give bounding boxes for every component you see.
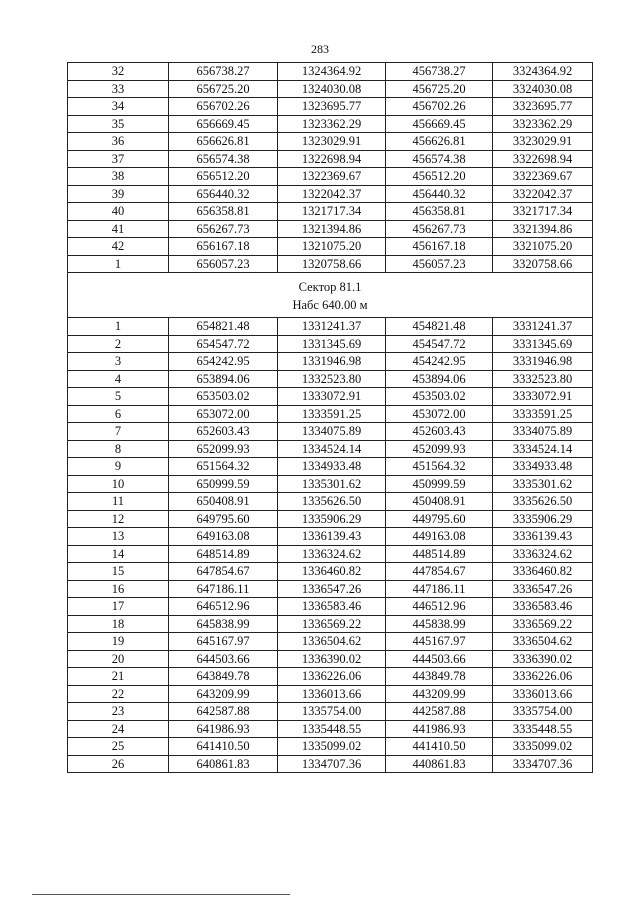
x2-cell: 443849.78 <box>386 668 493 686</box>
y2-cell: 3331946.98 <box>493 353 593 371</box>
y2-cell: 3335301.62 <box>493 475 593 493</box>
x2-cell: 451564.32 <box>386 458 493 476</box>
point-number-cell: 18 <box>68 615 169 633</box>
x2-cell: 444503.66 <box>386 650 493 668</box>
x2-cell: 445838.99 <box>386 615 493 633</box>
y2-cell: 3335906.29 <box>493 510 593 528</box>
table-row <box>68 63 593 81</box>
x2-cell: 456738.27 <box>386 63 493 81</box>
table-body-top <box>68 63 593 273</box>
x2-cell: 449795.60 <box>386 510 493 528</box>
y1-cell: 1335626.50 <box>278 493 386 511</box>
x2-cell: 456626.81 <box>386 133 493 151</box>
x1-cell: 643209.99 <box>169 685 278 703</box>
point-number-cell: 12 <box>68 510 169 528</box>
x1-cell: 656440.32 <box>169 185 278 203</box>
y1-cell: 1322369.67 <box>278 168 386 186</box>
y1-cell: 1335301.62 <box>278 475 386 493</box>
point-number-cell: 4 <box>68 370 169 388</box>
y1-cell: 1331946.98 <box>278 353 386 371</box>
point-number-cell: 13 <box>68 528 169 546</box>
point-number-cell: 39 <box>68 185 169 203</box>
table-row <box>68 545 593 563</box>
table-row <box>68 203 593 221</box>
point-number-cell: 40 <box>68 203 169 221</box>
table-row <box>68 493 593 511</box>
point-number-cell: 42 <box>68 238 169 256</box>
x2-cell: 449163.08 <box>386 528 493 546</box>
x1-cell: 641410.50 <box>169 738 278 756</box>
point-number-cell: 35 <box>68 115 169 133</box>
x1-cell: 645167.97 <box>169 633 278 651</box>
x1-cell: 656669.45 <box>169 115 278 133</box>
y1-cell: 1334707.36 <box>278 755 386 773</box>
point-number-cell: 38 <box>68 168 169 186</box>
x2-cell: 443209.99 <box>386 685 493 703</box>
x1-cell: 646512.96 <box>169 598 278 616</box>
point-number-cell: 33 <box>68 80 169 98</box>
y2-cell: 3336460.82 <box>493 563 593 581</box>
table-row <box>68 133 593 151</box>
point-number-cell: 22 <box>68 685 169 703</box>
table-row <box>68 98 593 116</box>
x1-cell: 649163.08 <box>169 528 278 546</box>
y1-cell: 1335754.00 <box>278 703 386 721</box>
point-number-cell: 37 <box>68 150 169 168</box>
table-row <box>68 388 593 406</box>
y2-cell: 3336324.62 <box>493 545 593 563</box>
coordinates-table <box>67 62 593 773</box>
y2-cell: 3331241.37 <box>493 318 593 336</box>
y2-cell: 3324364.92 <box>493 63 593 81</box>
x2-cell: 454242.95 <box>386 353 493 371</box>
x2-cell: 447186.11 <box>386 580 493 598</box>
x1-cell: 656057.23 <box>169 255 278 273</box>
x1-cell: 656626.81 <box>169 133 278 151</box>
y2-cell: 3321717.34 <box>493 203 593 221</box>
table-row <box>68 685 593 703</box>
x1-cell: 656167.18 <box>169 238 278 256</box>
x2-cell: 456669.45 <box>386 115 493 133</box>
x2-cell: 453894.06 <box>386 370 493 388</box>
table-row <box>68 738 593 756</box>
x1-cell: 656267.73 <box>169 220 278 238</box>
x1-cell: 656702.26 <box>169 98 278 116</box>
x1-cell: 656574.38 <box>169 150 278 168</box>
point-number-cell: 25 <box>68 738 169 756</box>
table-row <box>68 475 593 493</box>
x2-cell: 456167.18 <box>386 238 493 256</box>
x2-cell: 448514.89 <box>386 545 493 563</box>
y1-cell: 1336013.66 <box>278 685 386 703</box>
x1-cell: 652603.43 <box>169 423 278 441</box>
table-row <box>68 650 593 668</box>
x1-cell: 647186.11 <box>169 580 278 598</box>
table-body-bottom <box>68 318 593 773</box>
y2-cell: 3334707.36 <box>493 755 593 773</box>
x2-cell: 452603.43 <box>386 423 493 441</box>
x1-cell: 653072.00 <box>169 405 278 423</box>
x1-cell: 647854.67 <box>169 563 278 581</box>
table-row <box>68 668 593 686</box>
table-row <box>68 168 593 186</box>
y2-cell: 3336013.66 <box>493 685 593 703</box>
point-number-cell: 10 <box>68 475 169 493</box>
point-number-cell: 16 <box>68 580 169 598</box>
y1-cell: 1321394.86 <box>278 220 386 238</box>
y2-cell: 3332523.80 <box>493 370 593 388</box>
x2-cell: 446512.96 <box>386 598 493 616</box>
y2-cell: 3333072.91 <box>493 388 593 406</box>
footer-rule <box>32 894 290 895</box>
y2-cell: 3323695.77 <box>493 98 593 116</box>
x2-cell: 456358.81 <box>386 203 493 221</box>
x1-cell: 645838.99 <box>169 615 278 633</box>
point-number-cell: 3 <box>68 353 169 371</box>
table-row <box>68 720 593 738</box>
y1-cell: 1323362.29 <box>278 115 386 133</box>
y1-cell: 1335099.02 <box>278 738 386 756</box>
x2-cell: 453503.02 <box>386 388 493 406</box>
y2-cell: 3336569.22 <box>493 615 593 633</box>
x1-cell: 654242.95 <box>169 353 278 371</box>
y1-cell: 1322042.37 <box>278 185 386 203</box>
y2-cell: 3322698.94 <box>493 150 593 168</box>
y2-cell: 3336226.06 <box>493 668 593 686</box>
y1-cell: 1321075.20 <box>278 238 386 256</box>
y1-cell: 1324364.92 <box>278 63 386 81</box>
y2-cell: 3320758.66 <box>493 255 593 273</box>
y1-cell: 1323029.91 <box>278 133 386 151</box>
table-row <box>68 370 593 388</box>
y1-cell: 1335906.29 <box>278 510 386 528</box>
y2-cell: 3331345.69 <box>493 335 593 353</box>
table-row <box>68 318 593 336</box>
x2-cell: 441986.93 <box>386 720 493 738</box>
point-number-cell: 8 <box>68 440 169 458</box>
y2-cell: 3324030.08 <box>493 80 593 98</box>
point-number-cell: 11 <box>68 493 169 511</box>
y1-cell: 1334524.14 <box>278 440 386 458</box>
x1-cell: 648514.89 <box>169 545 278 563</box>
y1-cell: 1331345.69 <box>278 335 386 353</box>
y1-cell: 1336390.02 <box>278 650 386 668</box>
point-number-cell: 2 <box>68 335 169 353</box>
y1-cell: 1336460.82 <box>278 563 386 581</box>
y1-cell: 1336547.26 <box>278 580 386 598</box>
table-row <box>68 598 593 616</box>
x1-cell: 640861.83 <box>169 755 278 773</box>
section-header-body <box>68 273 593 318</box>
x2-cell: 456725.20 <box>386 80 493 98</box>
y1-cell: 1336226.06 <box>278 668 386 686</box>
x1-cell: 654821.48 <box>169 318 278 336</box>
y1-cell: 1336139.43 <box>278 528 386 546</box>
y2-cell: 3336583.46 <box>493 598 593 616</box>
table-row <box>68 703 593 721</box>
y2-cell: 3335099.02 <box>493 738 593 756</box>
point-number-cell: 7 <box>68 423 169 441</box>
table-row <box>68 220 593 238</box>
y2-cell: 3321075.20 <box>493 238 593 256</box>
x2-cell: 456512.20 <box>386 168 493 186</box>
y1-cell: 1323695.77 <box>278 98 386 116</box>
point-number-cell: 1 <box>68 255 169 273</box>
table-row <box>68 423 593 441</box>
x2-cell: 450999.59 <box>386 475 493 493</box>
x2-cell: 453072.00 <box>386 405 493 423</box>
x1-cell: 650999.59 <box>169 475 278 493</box>
y1-cell: 1333072.91 <box>278 388 386 406</box>
x1-cell: 642587.88 <box>169 703 278 721</box>
point-number-cell: 19 <box>68 633 169 651</box>
y2-cell: 3336547.26 <box>493 580 593 598</box>
table-row <box>68 528 593 546</box>
x2-cell: 456267.73 <box>386 220 493 238</box>
x1-cell: 656738.27 <box>169 63 278 81</box>
point-number-cell: 32 <box>68 63 169 81</box>
point-number-cell: 34 <box>68 98 169 116</box>
y1-cell: 1320758.66 <box>278 255 386 273</box>
table-row <box>68 755 593 773</box>
point-number-cell: 14 <box>68 545 169 563</box>
x1-cell: 651564.32 <box>169 458 278 476</box>
point-number-cell: 41 <box>68 220 169 238</box>
x1-cell: 656725.20 <box>169 80 278 98</box>
y1-cell: 1322698.94 <box>278 150 386 168</box>
x2-cell: 454547.72 <box>386 335 493 353</box>
y2-cell: 3334524.14 <box>493 440 593 458</box>
point-number-cell: 9 <box>68 458 169 476</box>
point-number-cell: 21 <box>68 668 169 686</box>
table-row <box>68 255 593 273</box>
x2-cell: 440861.83 <box>386 755 493 773</box>
table-row <box>68 238 593 256</box>
section-title: Сектор 81.1 <box>298 280 362 294</box>
x1-cell: 641986.93 <box>169 720 278 738</box>
y2-cell: 3336504.62 <box>493 633 593 651</box>
x2-cell: 456440.32 <box>386 185 493 203</box>
x1-cell: 643849.78 <box>169 668 278 686</box>
point-number-cell: 20 <box>68 650 169 668</box>
table-row <box>68 563 593 581</box>
point-number-cell: 5 <box>68 388 169 406</box>
table-row <box>68 335 593 353</box>
y1-cell: 1336324.62 <box>278 545 386 563</box>
x2-cell: 456057.23 <box>386 255 493 273</box>
y2-cell: 3335754.00 <box>493 703 593 721</box>
y2-cell: 3321394.86 <box>493 220 593 238</box>
x2-cell: 445167.97 <box>386 633 493 651</box>
table-row <box>68 405 593 423</box>
x1-cell: 654547.72 <box>169 335 278 353</box>
y2-cell: 3334075.89 <box>493 423 593 441</box>
x2-cell: 447854.67 <box>386 563 493 581</box>
x2-cell: 442587.88 <box>386 703 493 721</box>
point-number-cell: 1 <box>68 318 169 336</box>
x2-cell: 454821.48 <box>386 318 493 336</box>
x1-cell: 656512.20 <box>169 168 278 186</box>
table-row <box>68 580 593 598</box>
x1-cell: 656358.81 <box>169 203 278 221</box>
y1-cell: 1333591.25 <box>278 405 386 423</box>
table-row <box>68 440 593 458</box>
y2-cell: 3334933.48 <box>493 458 593 476</box>
point-number-cell: 15 <box>68 563 169 581</box>
point-number-cell: 24 <box>68 720 169 738</box>
y1-cell: 1336569.22 <box>278 615 386 633</box>
y2-cell: 3336390.02 <box>493 650 593 668</box>
table-row <box>68 185 593 203</box>
table-row <box>68 115 593 133</box>
x2-cell: 456702.26 <box>386 98 493 116</box>
x1-cell: 653894.06 <box>169 370 278 388</box>
point-number-cell: 23 <box>68 703 169 721</box>
y2-cell: 3323362.29 <box>493 115 593 133</box>
x1-cell: 644503.66 <box>169 650 278 668</box>
table-row <box>68 353 593 371</box>
y2-cell: 3322369.67 <box>493 168 593 186</box>
table-row <box>68 80 593 98</box>
y1-cell: 1324030.08 <box>278 80 386 98</box>
section-header <box>68 273 593 318</box>
x2-cell: 441410.50 <box>386 738 493 756</box>
y1-cell: 1334933.48 <box>278 458 386 476</box>
y2-cell: 3335448.55 <box>493 720 593 738</box>
point-number-cell: 36 <box>68 133 169 151</box>
point-number-cell: 26 <box>68 755 169 773</box>
y1-cell: 1334075.89 <box>278 423 386 441</box>
y1-cell: 1321717.34 <box>278 203 386 221</box>
y2-cell: 3333591.25 <box>493 405 593 423</box>
y2-cell: 3336139.43 <box>493 528 593 546</box>
y2-cell: 3335626.50 <box>493 493 593 511</box>
y1-cell: 1332523.80 <box>278 370 386 388</box>
table-row <box>68 150 593 168</box>
point-number-cell: 6 <box>68 405 169 423</box>
x2-cell: 452099.93 <box>386 440 493 458</box>
x1-cell: 649795.60 <box>169 510 278 528</box>
x2-cell: 456574.38 <box>386 150 493 168</box>
x1-cell: 652099.93 <box>169 440 278 458</box>
y1-cell: 1331241.37 <box>278 318 386 336</box>
table-row <box>68 458 593 476</box>
y1-cell: 1336583.46 <box>278 598 386 616</box>
x2-cell: 450408.91 <box>386 493 493 511</box>
y1-cell: 1335448.55 <box>278 720 386 738</box>
page-number: 283 <box>311 42 329 56</box>
section-elevation: Набс 640.00 м <box>292 298 368 312</box>
table-row <box>68 633 593 651</box>
y1-cell: 1336504.62 <box>278 633 386 651</box>
table-row <box>68 615 593 633</box>
y2-cell: 3323029.91 <box>493 133 593 151</box>
table-row <box>68 510 593 528</box>
section-header-row <box>68 273 593 318</box>
x1-cell: 653503.02 <box>169 388 278 406</box>
point-number-cell: 17 <box>68 598 169 616</box>
x1-cell: 650408.91 <box>169 493 278 511</box>
y2-cell: 3322042.37 <box>493 185 593 203</box>
